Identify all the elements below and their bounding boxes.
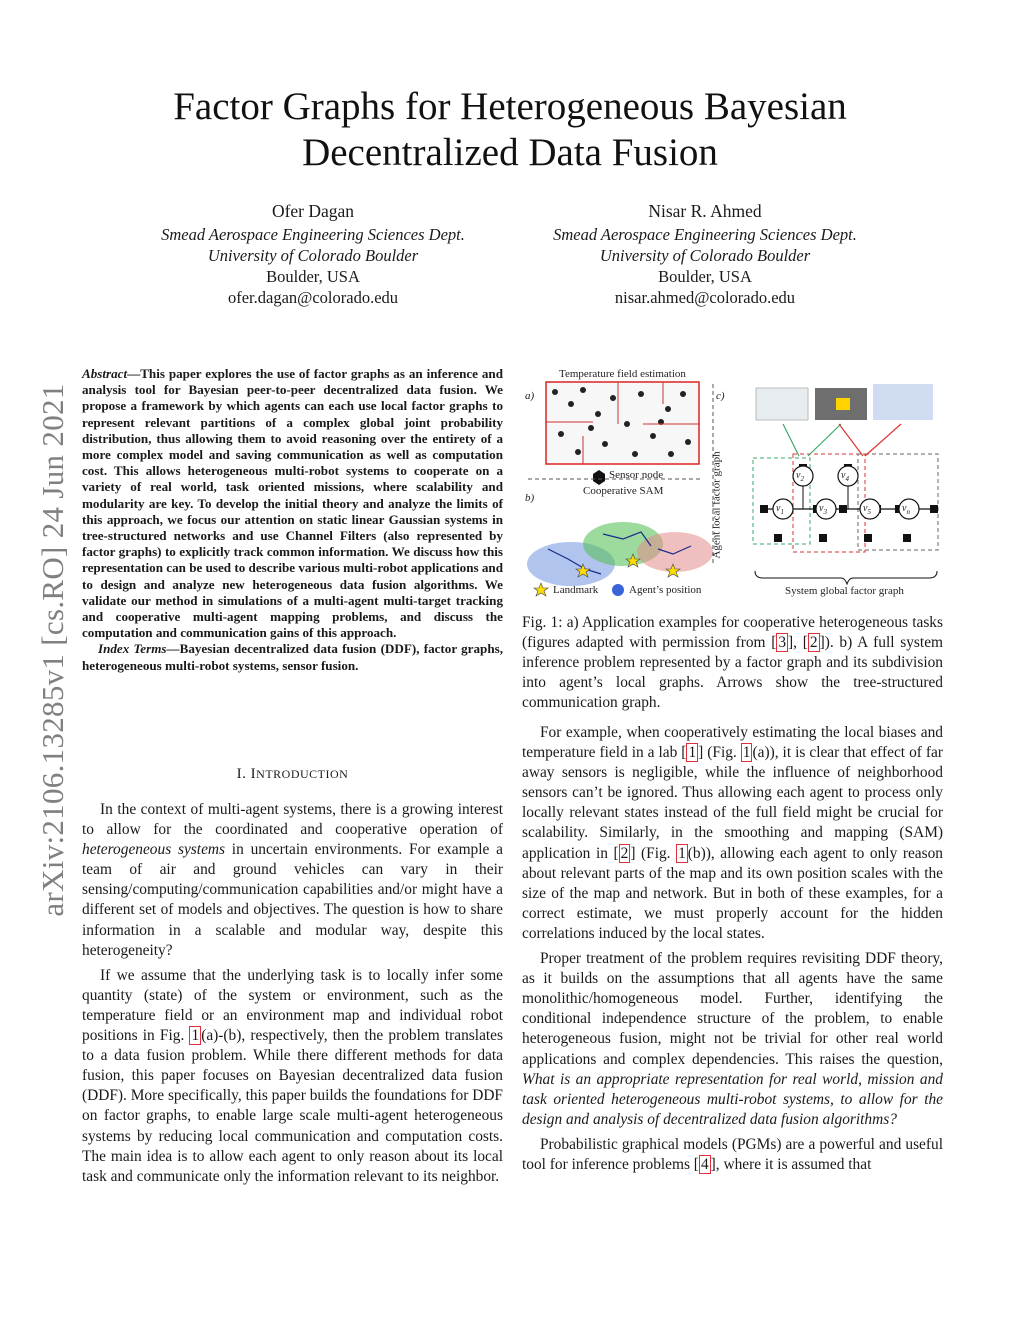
panel-b-title: Cooperative SAM bbox=[583, 485, 664, 497]
landmark-legend-label: Landmark bbox=[553, 584, 599, 596]
paragraph: For example, when cooperatively estimating the local biases and temperature field in a lab [ 1 ] (Fig. 1 (a)), it is clear that effect of far away sensors is negligible, while the influence of neighborhood sensors can’t be ignored. Thus allowing each agent to process only locally relevant states instead of the full field might be crucial for scalability. Similarly, in the smoothing and mapping (SAM) application in [ 2 ] (Fig. 1 (b)), allowing each agent to only reason about relevant parts of the map and its own position scales with the size of the map and network. But in both of these examples, for a correct estimate, we must properly account for the hidden correlations induced by the local states. bbox=[522, 724, 944, 942]
panel-c-label: c) bbox=[716, 390, 725, 402]
agent-arrows bbox=[783, 424, 841, 456]
title-line-2: Decentralized Data Fusion bbox=[302, 131, 718, 174]
paragraph: Proper treatment of the problem requires revisiting DDF theory, as it builds on the assumptions that all agents have the same monolithic/homogeneous model. Further, identifying the conditional independence structure of the problem, to enable heterogeneous fusion, might not be trivial for other real world applications and complex dependencies. This raises the question, What is an appropriate representation for real world, mission and task oriented heterogeneous multi-robot systems, to allow for the design and analysis of decentralized data fusion algorithms? bbox=[522, 950, 943, 1128]
abstract bbox=[82, 366, 503, 674]
abstract-text: —This paper explores the use of factor graphs as an inference and analysis tool for Bayesian peer-to-peer decentralized data fusion. We propose a framework by which agents can each use local factor graphs to represent relevant partitions of a complex global joint probability distribution, thus allowing them to avoid reasoning over the entirety of a more complex model and saving communication as well as computation cost. This allows heterogeneous multi-robot systems to cooperate on a variety of real world, task oriented missions, where scalability and modularity are key. To develop the initial theory and analyze the limits of this approach, we focus our attention on static linear Gaussian systems in tree-structured networks and use Channel Filters (also represented by factor graphs) to explicitly track common information. We discuss how this representation can be used to describe various multi-robot applications and to design and analyze new heterogeneous data fusion algorithms. We validate our method in simulations of a multi-agent multi-target tracking and cooperative multi-agent mapping problems, and discuss the computation and communication gains of this approach. bbox=[82, 366, 503, 641]
figure-ref-link[interactable]: 1 bbox=[742, 744, 751, 762]
paper-title bbox=[110, 84, 910, 176]
author-location: Boulder, USA bbox=[266, 267, 360, 286]
figure-1-caption: Fig. 1: a) Application examples for cooperative heterogeneous tasks (figures adapted with permission from [ 3 ], [ 2 ]). b) A full system inference problem represented by a factor graph and its subdivision into agent’s local graphs. Arrows show the tree-structured communication graph. bbox=[522, 614, 943, 712]
node-v3-label: $v_3$ bbox=[819, 503, 827, 516]
paragraph: Probabilistic graphical models (PGMs) are a powerful and useful tool for inference problems [ 4 ], where it is assumed that bbox=[522, 1135, 943, 1173]
node-v2-label: $v_2$ bbox=[796, 470, 804, 483]
author-location: Boulder, USA bbox=[658, 267, 752, 286]
author-university: University of Colorado Boulder bbox=[207, 246, 419, 265]
author-block-1 bbox=[133, 201, 493, 308]
lab-map bbox=[546, 382, 699, 464]
robot-hexacopter-image bbox=[873, 384, 933, 420]
robot-drone-image bbox=[756, 388, 808, 420]
author-email[interactable]: nisar.ahmed@colorado.edu bbox=[614, 288, 796, 307]
sensor-node-label: Sensor node bbox=[609, 469, 664, 481]
figure-1-drawing bbox=[523, 364, 943, 602]
section-heading-introduction: I. INTRODUCTION bbox=[236, 766, 349, 782]
figure-1 bbox=[523, 364, 943, 602]
author-block-2 bbox=[525, 201, 885, 308]
robot-ground-body bbox=[836, 398, 850, 410]
global-graph-brace bbox=[755, 571, 937, 584]
figure-ref-link[interactable]: 1 bbox=[678, 844, 686, 862]
agent-local-label: Agent local factor graph bbox=[710, 451, 723, 559]
citation-link[interactable]: 2 bbox=[809, 634, 818, 652]
author-university: University of Colorado Boulder bbox=[599, 246, 811, 265]
panel-a-title: Temperature field estimation bbox=[559, 368, 686, 380]
index-terms-text: —Bayesian decentralized data fusion (DDF), factor graphs, heterogeneous multi-robot systems, sensor fusion. bbox=[82, 641, 503, 673]
author-dept: Smead Aerospace Engineering Sciences Dept. bbox=[161, 225, 465, 244]
author-email[interactable]: ofer.dagan@colorado.edu bbox=[227, 288, 399, 307]
sensor-node-icon bbox=[593, 470, 605, 485]
citation-link[interactable]: 3 bbox=[778, 634, 787, 652]
paragraph: In the context of multi-agent systems, there is a growing interest to allow for the coordinated and cooperative operation of heterogeneous systems in uncertain environments. For example a team of air and ground vehicles can vary in their sensing/computing/communication capabilities and/or might have a different set of models and objectives. The question is how to share information in a scalable and modular way, despite this heterogeneity? bbox=[82, 801, 503, 959]
agent-region-red bbox=[637, 532, 713, 572]
right-column-body bbox=[522, 723, 943, 1180]
node-v4-label: $v_4$ bbox=[841, 470, 849, 483]
paper-page: arXiv:2106.13285v1 [cs.RO] 24 Jun 2021 Factor Graphs for Heterogeneous Bayesian Decentralized Data Fusion Ofer Dagan Smead Aerospace Engineering Sciences Dept. University of Colorado Boulder Boulder, USA ofer.dagan@colorado.edu Nisar R. Ahmed Smead Aerospace Engineering Sciences Dept. University of Colorado Boulder Boulder, USA nisar.ahmed@colorado.edu Abstract—This paper explores the use of factor graphs as an inference and analysis tool for Bayesian peer-to-peer decentralized data fusion. We propose a framework by which agents can each use local factor graphs to represent relevant partitions of a complex global joint probability distribution, thus allowing them to avoid reasoning over the entirety of a more complex model and saving communication as well as computation cost. This allows heterogeneous multi-robot systems to cooperate on a variety of real world, task oriented missions, where scalability and modularity are key. To develop the initial theory and analyze the limits of this approach, we focus our attention on static linear Gaussian systems in tree-structured networks and use Channel Filters (also represented by factor graphs) to explicitly track common information. We discuss how this representation can be used to describe various multi-robot applications and to design and analyze new heterogeneous data fusion algorithms. We validate our method in simulations of a multi-agent multi-target tracking and cooperative multi-agent mapping problems, and discuss the computation and communication gains of this approach. Index Terms—Bayesian decentralized data fusion (DDF), factor graphs, heterogeneous multi-robot systems, sensor fusion. I. INTRODUCTION In the context of multi-agent systems, there is a growing interest to allow for the coordinated and cooperative operation of heterogeneous systems in uncertain environments. For example a team of air and ground vehicles can vary in their sensing/computing/communication capabilities and/or might have a different set of models and objectives. The question is how to share information in a scalable and modular way, despite this heterogeneity? If we assume that the underlying task is to locally infer some quantity (state) of the system or environment, such as the temperature field or an environment map and individual robot positions in Fig. 1 (a)-(b), respectively, then the problem translates to a data fusion problem. While there different methods for data fusion, this paper focuses on Bayesian decentralized data fusion (DDF). More specifically, this paper builds the foundations for DDF on factor graphs, to enable large scale multi-agent heterogeneous systems by reducing local communication and computation costs. The main idea is to allow each agent to only reason about its local task and communicate only the information relevant to its neighbor. a) Temperature field estimation Sensor node b) Cooperative SAM Landmark Agent’s position c) Agent local factor graph System global factor graph $v_1$ $v_2$ $v_3$ $v_4$ $v_5$ $v_n$ Fig. 1: a) Application examples for cooperative heterogeneous tasks (figures adapted with permission from [ 3 ], [ 2 ]). b) A full system inference problem represented by a factor graph and its subdivision into agent’s local graphs. Arrows show the tree-structured communication graph. For example, when cooperatively estimating the local biases and temperature field in a lab [ 1 ] (Fig. 1 (a)), it is clear that effect of far away sensors is negligible, while the influence of neighborhood sensors can’t be ignored. Thus allowing each agent to process only locally relevant states instead of the full field might be crucial for scalability. Similarly, in the smoothing and mapping (SAM) application in [ 2 ] (Fig. 1 (b)), allowing each agent to only reason about relevant parts of the map and its own position scales with the size of the map and network. But in both of these examples, for a correct estimate, we must properly account for the hidden correlations induced by the local states. Proper treatment of the problem requires revisiting DDF theory, as it builds on the assumptions that all agents have the same monolithic/homogeneous model. Further, identifying the conditional independence structure of the problem, to enable heterogeneous fusion, might not be trivial for other real world applications and complex dependencies. This raises the question, What is an appropriate representation for real world, mission and task oriented heterogeneous multi-robot systems, to allow for the design and analysis of decentralized data fusion algorithms? Probabilistic graphical models (PGMs) are a powerful and useful tool for inference problems [ 4 ], where it is assumed that bbox=[0, 0, 1024, 1325]
citation-link[interactable]: 1 bbox=[688, 744, 697, 762]
agent-position-legend-label: Agent’s position bbox=[629, 584, 702, 596]
panel-b-label: b) bbox=[525, 492, 535, 504]
agent-arrows-red bbox=[839, 424, 901, 456]
paragraph: If we assume that the underlying task is to locally infer some quantity (state) of the system or environment, such as the temperature field or an environment map and individual robot positions in Fig. 1 (a)-(b), respectively, then the problem translates to a data fusion problem. While there different methods for data fusion, this paper focuses on Bayesian decentralized data fusion (DDF). More specifically, this paper builds the foundations for DDF on factor graphs, to enable large scale multi-agent heterogeneous systems by reducing local communication and computation costs. The main idea is to allow each agent to only reason about its local task and communicate only the information relevant to its neighbor. bbox=[82, 966, 503, 1185]
panel-a-label: a) bbox=[525, 390, 535, 402]
abstract-label: Abstract bbox=[82, 366, 128, 381]
system-global-label: System global factor graph bbox=[785, 585, 904, 597]
figure-ref-link[interactable]: 1 bbox=[191, 1027, 200, 1045]
citation-link[interactable]: 4 bbox=[700, 1155, 709, 1173]
title-line-1: Factor Graphs for Heterogeneous Bayesian bbox=[173, 85, 847, 128]
left-column-body bbox=[82, 800, 503, 1192]
author-dept: Smead Aerospace Engineering Sciences Dept. bbox=[553, 225, 857, 244]
author-name: Ofer Dagan bbox=[271, 201, 355, 221]
agent-position-legend-icon bbox=[612, 584, 624, 596]
landmark-legend-icon bbox=[534, 583, 548, 596]
node-v5-label: $v_5$ bbox=[863, 503, 871, 516]
citation-link[interactable]: 2 bbox=[620, 844, 629, 862]
author-name: Nisar R. Ahmed bbox=[648, 201, 762, 221]
node-vn-label: $v_n$ bbox=[902, 503, 910, 516]
index-terms-label: Index Terms bbox=[98, 641, 167, 657]
node-v1-label: $v_1$ bbox=[776, 503, 784, 516]
